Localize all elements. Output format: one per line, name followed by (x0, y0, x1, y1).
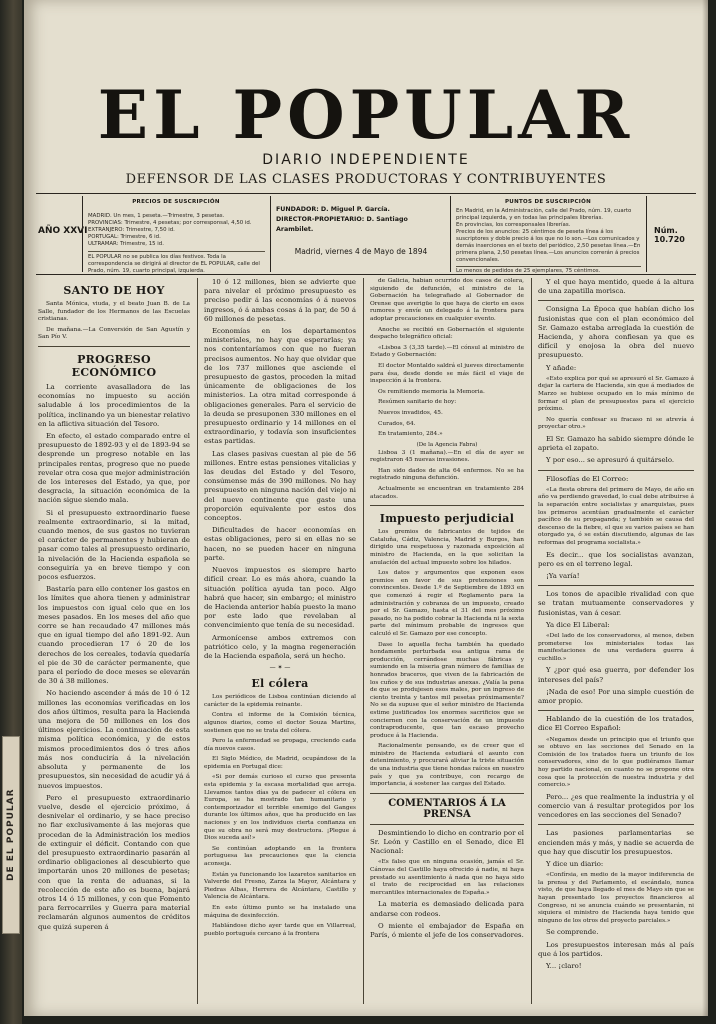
heading-comentarios: COMENTARIOS Á LA PRENSA (388, 797, 506, 820)
price-line: PROVINCIAS: Trimestre, 4 pesetas; por corresponsal, 4,50 id. (88, 220, 252, 226)
founder-block (276, 205, 446, 235)
article-paragraph: Contra el informe de la Comisión técnica, algunos diarios, como el doctor Souza Martins, sostienen que no se trata del cólera. (204, 712, 356, 734)
article-paragraph: Lisboa 3 (1 mañana).—En el día de ayer se registraron 45 nuevas invasiones. (370, 449, 524, 464)
article-paragraph: 10 ó 12 millones, bien se advierte que para nivelar el próximo presupuesto es preciso pedir á las economías ó á nuevos ingresos, ó á ambas cosas á la par, de 50 á 60 millones de pesetas. (204, 278, 356, 323)
article-paragraph: Os remitiendo memoria la Memoria. (378, 388, 485, 395)
heading-progreso-economico: PROGRESO ECONÓMICO (71, 352, 157, 379)
column-2 (204, 278, 356, 1008)
article-paragraph: Nuevos impuestos es siempre harto difícil crear. Lo es más ahora, cuando la situación política ayuda tan poco. Algo habrá que hacer, sin embargo; el ministro de Hacienda anterior había puesto la mano por este lado que revelaban al convencimiento que tenía de su necesidad. (204, 566, 356, 630)
points-lines (450, 205, 646, 275)
article-paragraph: «Si por demás curioso el curso que presenta esta epidemia y la escasa mortalidad que arroja. Llevamos tantos días ya de padecer el cólera en Europa, se ha mostrado tan humanitario y contemporizador el terrible enemigo del Ganges durante los últimos años, que ha producido en las naciones y en los individuos cierta confianza en que su obra no será muy destructora. ¡Plegue á Dios suceda así!» (204, 774, 356, 842)
price-line: ULTRAMAR: Trimestre, 15 id. (88, 241, 164, 247)
article-paragraph: Los datos y argumentos que exponen esos gremios en favor de sus pretensiones son convincentes. Desde 1.º de Septiembre de 1893 en que comenzó á regir el Reglamento para la administración y cobranza de un impuesto, creado por el Sr. Gamazo, hasta el 31 del mes próximo pasado, no ha podido cobrar la Hacienda ni la sexta parte del mínimum probable de ingresos que calculó el Sr. Gamazo por ese concepto. (370, 570, 524, 637)
article-paragraph: O miente el embajador de España en París, ó miente el jefe de los conservadores. (370, 921, 524, 940)
article-paragraph: Resúmen sanitario de hoy: (378, 399, 457, 406)
article-paragraph: Anoche se recibió en Gobernación el siguiente despacho telegráfico oficial: (370, 326, 524, 341)
article-paragraph: Bastaría para ello contener los gastos en los límites que ahora tienen y administrar los impuestos con igual celo que en los meses pasados. En los meses del año que corre se han recaudado 47 millones más que en igual tiempo del año 1891-92. Aun cuando procedieran 17 ó 20 de los derechos de los cereales, todavía quedaría el pie de 30 de carácter permanente, que para el período de doce meses se elevarán de 30 á 38 millones. (38, 585, 190, 686)
article-paragraph: Las pasiones parlamentarias se encienden más y más, y nadie se acuerda de que hay que discutir los presupuestos. (538, 829, 694, 856)
section-divider: — ✶ — (269, 664, 291, 672)
column-4 (538, 278, 694, 1008)
prices-note: EL POPULAR no se publica los días festivos. Toda la correspondencia se dirigirá al director de EL POPULAR, calle del Prado, núm. 19, cuarto principal, izquierda. (88, 251, 265, 275)
article-paragraph: de Galicia, habían ocurrido dos casos de cólera, siguiendo de defunción, el ministro de la Gobernación ha telegrafiado al Gobernador de Orense que averigüe lo que haya de cierto en esos rumores y envíe un delegado á la frontera para adoptar precauciones en cualquier evento. (370, 278, 524, 322)
article-paragraph: Y añade: (546, 363, 577, 372)
article-paragraph: Los tonos de apacible rivalidad con que se tratan mutuamente conservadores y fusionistas, van á cesar. (538, 590, 694, 617)
article-paragraph: «Esto explica por qué se apresuró el Sr. Gamazo á dejar la cartera de Hacienda, sin que á mediados de Marzo se hubiese ocupado en lo más mínimo de formar el plan de presupuestos para el ejercicio próximo. (538, 375, 694, 413)
article-paragraph: «La fiesta obrera del primero de Mayo, de año en año va perdiendo gravedad, lo cual debe atribuirse á la separación entre socialistas y anarquistas, pues los primeros acentúan gradualmente el carácter pacífico de su propaganda; y también se causa del descenso de la fiebre, el que su varios países se han otorgado ya, ó se están discutiendo, algunas de las reformas del programa socialista.» (538, 486, 694, 546)
article-paragraph: En este último punto se ha instalado una máquina de desinfección. (204, 904, 356, 919)
article-paragraph: Actualmente se encuentran en tratamiento 284 atacados. (370, 486, 524, 500)
masthead-title: EL POPULAR (97, 76, 635, 154)
prices-lines (82, 205, 270, 275)
article-paragraph: Se continúan adoptando en la frontera portuguesa las precauciones que la ciencia aconseja. (204, 845, 356, 867)
article-paragraph: Nuevos invadidos, 45. (378, 409, 443, 416)
article-paragraph: En efecto, el estado comparado entre el presupuesto de 1892-93 y el de 1893-94 se desprende un progreso notable en las principales rentas, progreso que no puede revelar otra cosa que mejor administración de los intereses del Estado, ya que, por desgracia, la situación económica de la nación sigue siendo mala. (38, 431, 190, 505)
article-paragraph: Hablando de la cuestión de los tratados, dice El Correo Español: (538, 715, 694, 733)
article-paragraph: «Lisboa 3 (3,35 tarde).—El cónsul al ministro de Estado y Gobernación: (370, 344, 524, 359)
points-line: Precios de los anuncios: 25 céntimos de peseta línea á los suscriptores y doble precio á los que no lo son.—Los comunicados y demás inserciones en el texto del periódico, 2,50 pesetas línea.—En primera plana, 2,50 pesetas línea.—Los anuncios correrán á precios convencionales. (456, 229, 641, 263)
article-paragraph: Los periódicos de Lisboa continúan diciendo al carácter de la epidemia reinante. (204, 694, 356, 708)
article-paragraph: Se comprende. (546, 928, 599, 937)
article-paragraph: Armonícense ambos extremos con patriótico celo, y la magna regeneración de la Hacienda española, será un hecho. (204, 633, 356, 660)
article-paragraph: Las clases pasivas cuestan al pie de 56 millones. Entre estas pensiones vitalicias y las deudas del Estado y del Tesoro, consúmense más de 390 millones. No hay presupuesto en ninguna nación del viejo ni del nuevo continente que gaste una proporción equivalente por estos dos conceptos. (204, 449, 356, 523)
article-paragraph: En tratamiento, 284.» (378, 431, 443, 438)
article-paragraph: Pero... ¿es que realmente la industria y el comercio van á resultar protegidos por los vencedores en las secciones del Senado? (538, 792, 694, 820)
article-paragraph: El Sr. Gamazo ha sabido siempre dónde le aprieta el zapato. (538, 434, 694, 453)
newspaper-page (24, 0, 708, 1016)
heading-impuesto-perjudicial: Impuesto perjudicial (379, 512, 515, 526)
price-line: EXTRANJERO: Trimestre, 7,50 id. (88, 227, 175, 233)
points-box (450, 196, 646, 272)
article-paragraph: «Es falso que en ninguna ocasión, jamás el Sr. Cánovas del Castillo haya ofrecido á nadie, ni haya prestado su asentimiento á nada que no haya sido el trato de reciprocidad en las relaciones mercantiles internacionales de España.» (370, 859, 524, 896)
article-paragraph: Consigna La Época que habían dicho los fusionistas que con el plan económico del Sr. Gamazo estaba arreglada la cuestión de Hacienda, y ahora confiesan ya que es difícil y enojosa la obra del nuevo presupuesto. (538, 305, 694, 360)
article-paragraph: Y... ¡claro! (546, 961, 582, 970)
director-name: DIRECTOR-PROPIETARIO: D. Santiago Arambilet. (276, 216, 408, 233)
header-top-rule (36, 193, 696, 194)
article-paragraph: Economías en los departamentos ministeriales, no hay que esperarlas; ya nos contentaríamos con que no fueran precisos aumentos. No hay que olvidar que de los 737 millones que asciende el presupuesto de gastos, proceden la mitad únicamente de obligaciones de los ministerios. La otra mitad corresponde á obligaciones generales. Para el servicio de la deuda se presuponen 330 millones en el presupuesto ordinario y 14 millones en el extraordinario, y todavía son insuficientes estas partidas. (204, 327, 356, 446)
book-spine (0, 0, 22, 1024)
santo-text: Santa Mónica, viuda, y el beato Juan B. de La Salle, fundador de los Hermanos de las Escuelas cristianas. (38, 301, 190, 323)
article-paragraph: La corriente avasalladora de las economías no impuesto su acción saludable á los procedimientos de la política, inclinando ya un bienestar relativo en la aflictiva situación del Tesoro. (38, 382, 190, 428)
article-paragraph: Han sido dados de alta 64 enfermos. No se ha registrado ninguna defunción. (370, 467, 524, 482)
column-3 (370, 278, 524, 1008)
article-paragraph: Ya dice El Liberal: (546, 620, 610, 629)
article-paragraph: La materia es demasiado delicada para andarse con rodeos. (370, 900, 524, 918)
article-paragraph: Y dice un diario: (546, 859, 604, 868)
article-paragraph: Los presupuestos interesan más al país que á los partidos. (538, 940, 694, 958)
article-paragraph: No quería confesar su fracaso ni se atrevía á proyectar otro.» (538, 416, 694, 431)
heading-santo-de-hoy: SANTO DE HOY (63, 284, 165, 297)
article-paragraph: Y por eso... se apresuró á quitárselo. (546, 456, 675, 465)
article-paragraph: Dase lo aquella fecha también ha quedado hondamente perturbada esa antigua rama de producción, cerrándose muchas fábricas y sumiendo en la miseria gran número de familias de honrados braceros, que viven de la fabricación de los cuños y de sus industrias anexas. ¿Valía la pena de que se produjesen esos males, por un ingreso de ciento treinta y tantos mil pesetas próximamente? No se da supuse que el señor ministro de Hacienda estime justificados los enormes sacrificios que se conciernen con la conservación de un impuesto contraproducente, que tan escaso provecho produce á la Hacienda. (370, 641, 524, 739)
article-paragraph: No haciendo ascender á más de 10 ó 12 millones las economías verificadas en los dos años últimos, resulta para la Hacienda una mejora de 50 millones en los dos últimos ejercicios. La continuación de esta misma política económica, y de estos mismos procedimientos dos ó tres años más nos conduciría á la nivelación absoluta y permanente de los presupuestos, sin necesidad de acudir yá á nuevos impuestos. (38, 689, 190, 790)
article-paragraph: El Siglo Médico, de Madrid, ocupándose de la epidemia en Portugal dice: (204, 756, 356, 770)
article-paragraph: Pero la enfermedad se propaga, creciendo cada día nuevos casos. (204, 738, 356, 752)
column-1 (38, 278, 190, 1008)
article-paragraph: Están ya funcionando los lazaretos sanitarios en Valverde del Fresno, Zarza la Mayor, Alcántara y Piedras Albas, Herrera de Alcántara, Castillo y Valencia de Alcántara. (204, 871, 356, 901)
points-title: PUNTOS DE SUSCRIPCIÓN (504, 199, 592, 205)
heading-el-colera: El cólera (251, 677, 309, 691)
prices-title: PRECIOS DE SUSCRIPCIÓN (132, 199, 220, 205)
article-paragraph: Dificultades de hacer economías en estas obligaciones, pero si en ellas no se hacen, no se pueden hacer en ninguna parte. (204, 526, 356, 562)
spine-label: DE EL POPULAR (2, 736, 20, 934)
article-paragraph: Es decir... que los socialistas avanzan, pero es en el terreno legal. (538, 550, 694, 568)
article-paragraph: Curados, 64. (378, 420, 416, 427)
points-line: En Madrid, en la Administración, calle del Prado, núm. 19, cuarto principal izquierda, y en todas las principales librerías. (456, 208, 632, 221)
agency-label: (De la Agencia Fabra) (416, 441, 478, 448)
article-paragraph: Desmintiendo lo dicho en contrario por el Sr. León y Castillo en el Senado, dice El Nacional: (370, 828, 524, 856)
article-paragraph: Si el presupuesto extraordinario fuese realmente extraordinario, si la mitad, cuando menos, de sus gastos no tuvieran el carácter de permanentes y hubieran de pasar como tales al presupuesto ordinario, la nivelación de la Hacienda española se conseguiría ya en breve tiempo y con pocos esfuerzos. (38, 508, 190, 582)
article-paragraph: ¡Nada de eso! Por una simple cuestión de amor propio. (538, 687, 694, 705)
article-paragraph: Racionalmente pensando, es de creer que el ministro de Hacienda estudiará el asunto con detenimiento, y procurará aliviar la triste situación de una industria que tiene hondas raíces en nuestro país y que ya contribuye, con recargo de importancia, á sostener las cargas del Estado. (370, 743, 524, 788)
article-paragraph: Pero el presupuesto extraordinario vuelve, desde el ejercicio próximo, á desnivelar el ordinario, y se hace preciso no fiar exclusivamente á las mejoras que procedan de la Administración los medios de extinguir el déficit. Contando con que del presupuesto extraordinario pasarán al ordinario obligaciones al descubierto que importarán unos 20 millones de pesetas; con que la renta de aduanas, si la recolección de este año es buena, bajará otros 14 ó 15 millones, y con que Fomento para ferrocarriles y Guerra para material reclamarán algunos aumentos de créditos que quizá superen á (38, 793, 190, 931)
masthead-subtitle: DIARIO INDEPENDIENTE (262, 152, 470, 168)
founder-name: FUNDADOR: D. Miguel P. García. (276, 206, 390, 213)
santo-text-2: De mañana.—La Conversión de San Agustín y San Pío V. (38, 326, 190, 341)
article-paragraph: Filosofías de El Correo: (546, 474, 629, 483)
article-paragraph: Y ¿por qué esa guerra, por defender los intereses del país? (538, 666, 694, 684)
issue-number: Núm. 10.720 (654, 226, 685, 244)
article-paragraph: Hablándose dicho ayer tarde que en Villarreal, pueblo portugués cercano á la frontera (204, 923, 356, 937)
article-paragraph: ¡Ya varía! (546, 571, 580, 580)
points-line: En provincias, los corresponsales librerías. (456, 222, 571, 228)
article-paragraph: «Negamos desde un principio que el triunfo que se obtuvo en las secciones del Senado en la Comisión de los tratados fuera un triunfo de los conservadores, sino de lo que pudiéramos llamar hoy partido nacional, en cuanto no se propone otra cosa que la protección de nuestra industria y del comercio.» (538, 736, 694, 789)
article-paragraph: El doctor Montaldo saldrá el jueves directamente para ésa, desde donde se más fácil el viaje de inspección á la frontera. (370, 362, 524, 385)
masthead-motto: DEFENSOR DE LAS CLASES PRODUCTORAS Y CONTRIBUYENTES (125, 172, 607, 187)
article-paragraph: «Del lado de los conservadores, al menos, deben prometerse los ministeriales todas las manifestaciones de una verdadera guerra á cuchillo.» (538, 632, 694, 662)
price-line: MADRID. Un mes, 1 peseta.—Trimestre, 3 pesetas. (88, 213, 225, 219)
article-paragraph: Los gremios de fabricantes de tejidos de Cataluña, Cádiz, Valencia, Madrid y Burgos, han dirigido una respetuosa y razonada exposición al ministro de Hacienda, en la que solicitan la anulación del actual impuesto sobre los hilados. (370, 529, 524, 566)
issue-date: Madrid, viernes 4 de Mayo de 1894 (294, 247, 428, 256)
price-line: PORTUGAL: Trimestre, 6 id. (88, 234, 161, 240)
points-note: Lo menos de pedidos de 25 ejemplares, 75 céntimos. (456, 266, 641, 275)
article-paragraph: Y el que haya mentido, quede á la altura de una zapatilla morisca. (538, 278, 694, 296)
prices-box (82, 196, 270, 272)
year-label: AÑO XXVI (38, 226, 88, 236)
article-paragraph: «Confírsia, en medio de la mayor indiferencia de la prensa y del Parlamento, el escándalo, nunca visto, de que haya llegado el mes de Mayo sin que se hayan presentado los proyectos financieros al Congreso, ni se anuncia cuándo se presentarán, ni siquiera el ministro de Hacienda haya tenido que ninguno de los otros del proyecto parciales.» (538, 872, 694, 924)
